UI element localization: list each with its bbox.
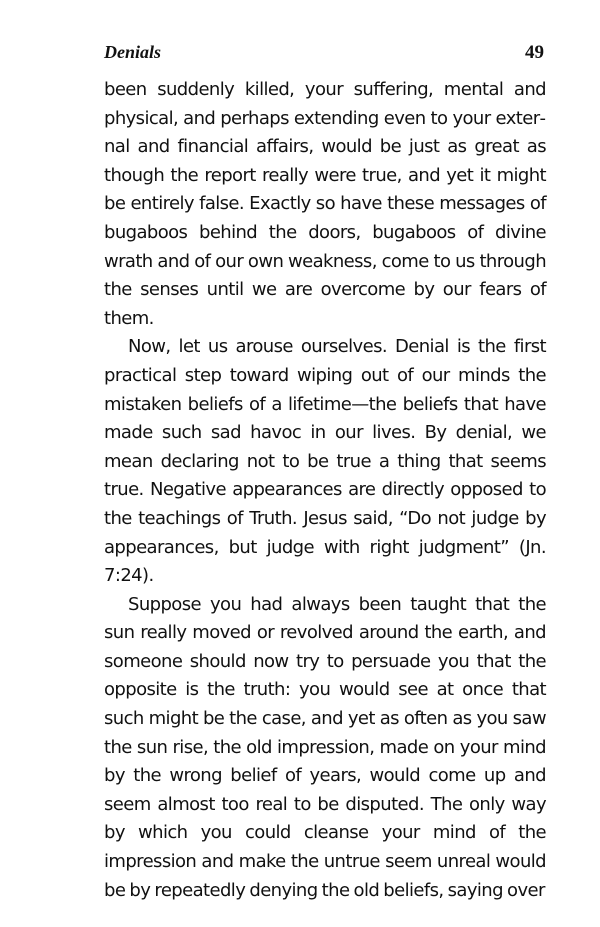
body-text (104, 76, 546, 905)
paragraph-continued: been suddenly killed, your suffering, mental and physical, and perhaps extending even to your external and financial affairs, would be just as great as though the report really were true, and yet it might be entirely false. Exactly so have these messages of bugaboos behind the doors, bugaboos of divine wrath and of our own weakness, come to us through the senses until we are overcome by our fears of them. (104, 79, 546, 329)
paragraph-sun: Suppose you had always been taught that the sun really moved or revolved around the earth, and someone should now try to persuade you that the opposite is the truth: you would see at once that such might be the case, and yet as often as you saw the sun rise, the old impression, made on your mind by the wrong belief of years, would come up and seem almost too real to be disputed. The only way by which you could cleanse your mind of the impression and make the untrue seem unreal would be by repeatedly denying the old beliefs, saying over (104, 593, 546, 901)
running-head (104, 42, 544, 70)
paragraph-denial: Now, let us arouse ourselves. Denial is the first practical step toward wiping out of our minds the mistaken beliefs of a lifetime—the beliefs that have made such sad havoc in our lives. By denial, we mean declaring not to be true a thing that seems true. Negative appearances are directly opposed to the teachings of Truth. Jesus said, “Do not judge by appearances, but judge with right judgment” (Jn. 7:24). (104, 336, 546, 587)
running-title: Denials (104, 42, 162, 62)
page-number: 49 (525, 42, 544, 63)
